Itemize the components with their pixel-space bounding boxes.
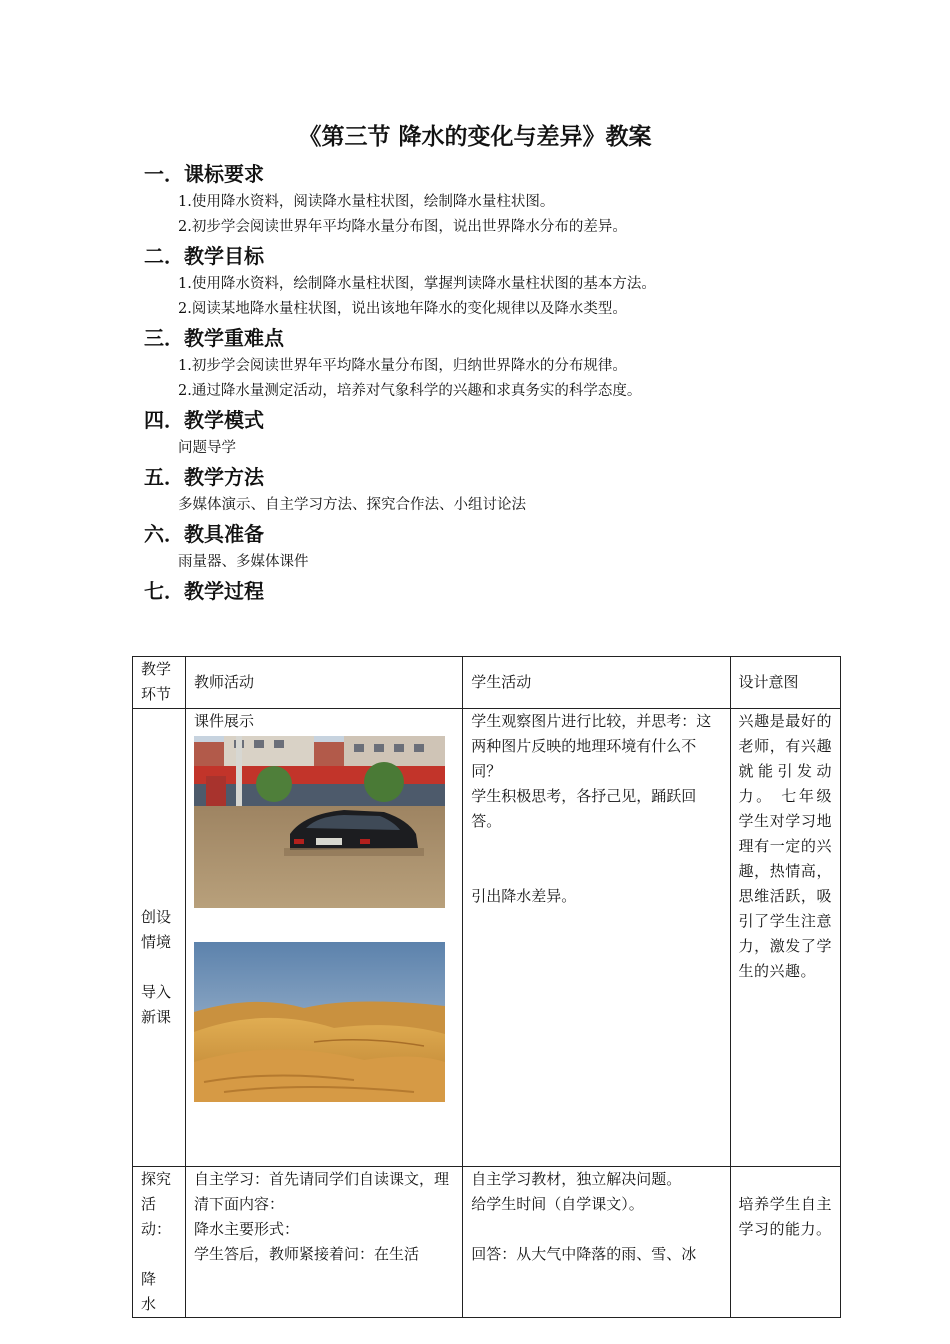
table-header-row [133, 657, 841, 709]
header-student: 学生活动 [463, 657, 730, 709]
stage-text: 导入 [141, 983, 172, 1001]
student-text: 学生积极思考，各抒己见，踊跃回答。 [471, 787, 697, 830]
student-text: 给学生时间（自学课文）。 [471, 1195, 644, 1213]
student-cell [463, 709, 730, 1167]
header-stage-line1: 教学 [141, 660, 172, 678]
header-stage-line2: 环节 [141, 685, 172, 703]
teacher-cell [186, 1167, 463, 1318]
stage-text: 情境 [141, 933, 172, 951]
section-line: 2.初步学会阅读世界年平均降水量分布图，说出世界降水分布的差异。 [178, 219, 627, 235]
flood-photo [194, 736, 445, 908]
header-teacher: 教师活动 [186, 657, 463, 709]
teacher-text: 降水主要形式： [194, 1220, 300, 1238]
section-line: 多媒体演示、自主学习方法、探究合作法、小组讨论法 [178, 497, 526, 513]
sections [144, 158, 864, 607]
teaching-process-table [132, 656, 841, 1318]
student-text [471, 1217, 721, 1242]
stage-text: 新课 [141, 1008, 172, 1026]
intent-cell: 培养学生自主学习的能力。 [730, 1167, 840, 1318]
section-line: 雨量器、多媒体课件 [178, 554, 309, 570]
stage-cell [133, 709, 186, 1167]
section-line: 2.通过降水量测定活动，培养对气象科学的兴趣和求真务实的科学态度。 [178, 383, 642, 399]
student-cell [463, 1167, 730, 1318]
section-line: 2.阅读某地降水量柱状图，说出该地年降水的变化规律以及降水类型。 [178, 301, 627, 317]
section-heading: 六．教具准备 [144, 522, 264, 546]
teacher-text: 学生答后，教师紧接着问：在生活 [194, 1245, 420, 1263]
page-title: 《第三节 降水的变化与差异》教案 [298, 124, 652, 150]
section-line: 1.使用降水资料，阅读降水量柱状图，绘制降水量柱状图。 [178, 194, 555, 210]
courseware-label: 课件展示 [194, 712, 255, 730]
section-heading: 七．教学过程 [144, 579, 264, 603]
section-heading: 二．教学目标 [144, 244, 264, 268]
student-text: 引出降水差异。 [471, 887, 577, 905]
stage-text [141, 1242, 177, 1267]
stage-cell [133, 1167, 186, 1318]
stage-text: 降 水 [141, 1270, 172, 1313]
desert-photo [194, 942, 445, 1102]
student-text: 自主学习教材，独立解决问题。 [471, 1170, 682, 1188]
teacher-cell [186, 709, 463, 1167]
student-text [471, 834, 721, 884]
table-row [133, 1167, 841, 1318]
header-stage [133, 657, 186, 709]
stage-text: 活动： [141, 1195, 172, 1238]
stage-text: 创设 [141, 908, 172, 926]
stage-text [141, 955, 177, 980]
section-line: 1.初步学会阅读世界年平均降水量分布图，归纳世界降水的分布规律。 [178, 358, 627, 374]
section-line: 1.使用降水资料，绘制降水量柱状图，掌握判读降水量柱状图的基本方法。 [178, 276, 656, 292]
header-intent: 设计意图 [730, 657, 840, 709]
section-heading: 三．教学重难点 [144, 326, 284, 350]
section-line: 问题导学 [178, 440, 236, 456]
teacher-text: 自主学习：首先请同学们自读课文，理清下面内容： [194, 1170, 450, 1213]
student-text: 回答：从大气中降落的雨、雪、冰 [471, 1245, 697, 1263]
section-heading: 一．课标要求 [144, 162, 264, 186]
section-heading: 五．教学方法 [144, 465, 264, 489]
table-row [133, 709, 841, 1167]
section-heading: 四．教学模式 [144, 408, 264, 432]
student-text: 学生观察图片进行比较，并思考：这两种图片反映的地理环境有什么不同？ [471, 712, 712, 780]
stage-text: 探究 [141, 1170, 172, 1188]
intent-cell: 兴趣是最好的老师，有兴趣就能引发动力。 七年级学生对学习地理有一定的兴趣，热情高，思维活跃，吸引了学生注意力，激发了学生的兴趣。 [730, 709, 840, 1167]
